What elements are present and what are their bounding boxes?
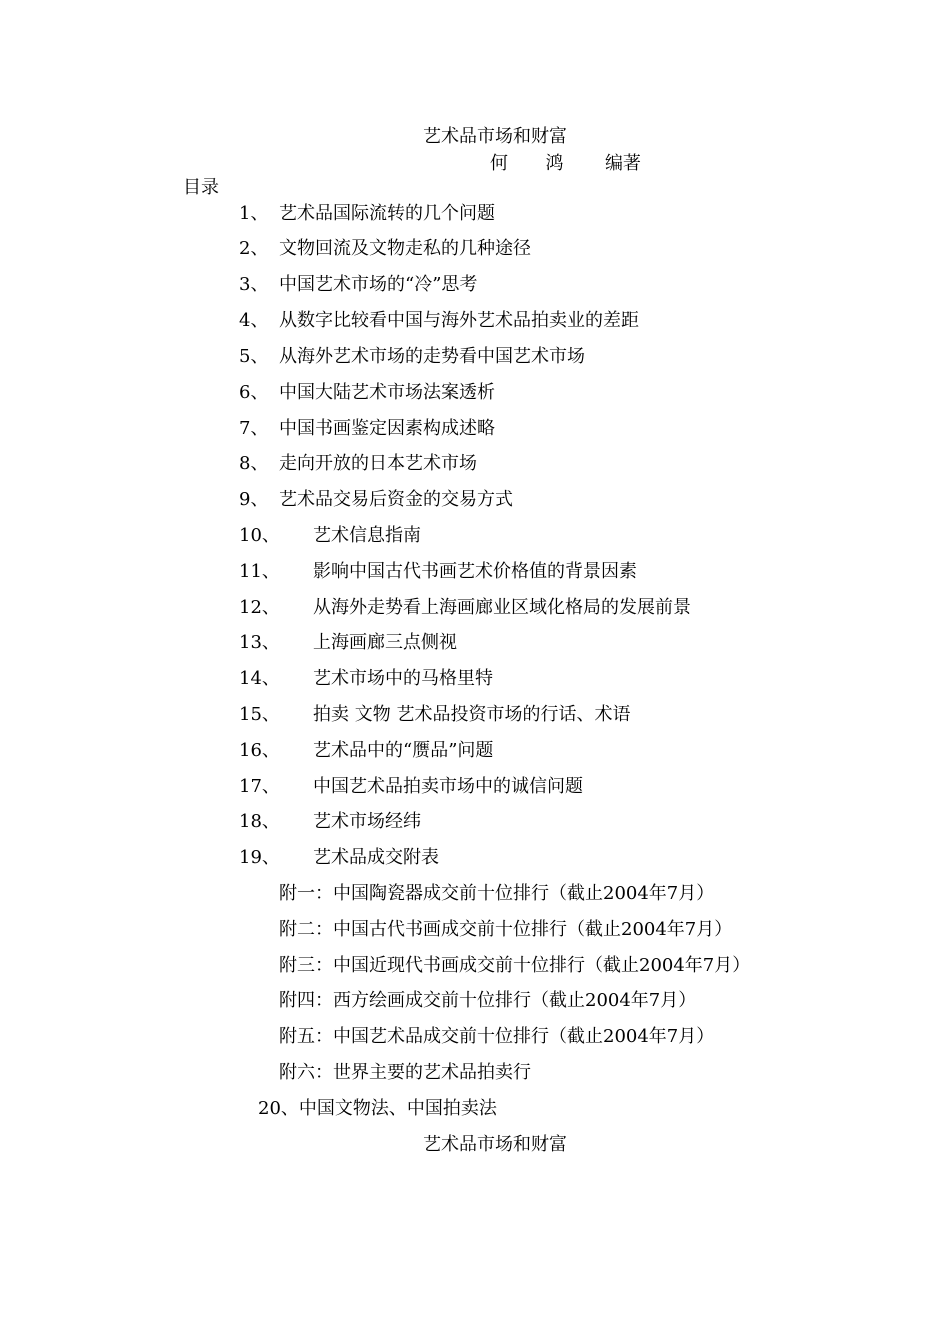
toc-item-number: 12、 xyxy=(239,597,280,618)
author-line xyxy=(490,152,641,176)
appendix-item: 附三：中国近现代书画成交前十位排行（截止2004年7月） xyxy=(279,955,751,976)
footer-title: 艺术品市场和财富 xyxy=(423,1134,567,1155)
toc-item-number: 16、 xyxy=(239,740,280,761)
toc-item-title: 艺术品交易后资金的交易方式 xyxy=(279,489,513,510)
toc-final-item: 20、中国文物法、中国拍卖法 xyxy=(258,1098,497,1119)
toc-item-number: 13、 xyxy=(239,632,280,653)
document-title: 艺术品市场和财富 xyxy=(423,126,567,147)
toc-item-number: 4、 xyxy=(239,310,269,331)
toc-item-number: 10、 xyxy=(239,525,280,546)
toc-item-number: 5、 xyxy=(239,346,269,367)
toc-item-title: 艺术品中的“赝品”问题 xyxy=(313,740,494,761)
toc-item-title: 艺术品国际流转的几个问题 xyxy=(279,203,495,224)
toc-item-number: 6、 xyxy=(239,382,269,403)
toc-item-number: 11、 xyxy=(239,561,280,582)
toc-item-title: 拍卖 文物 艺术品投资市场的行话、术语 xyxy=(313,704,631,725)
toc-item-number: 1、 xyxy=(239,203,269,224)
toc-item-title: 走向开放的日本艺术市场 xyxy=(279,453,477,474)
toc-item-title: 中国艺术品拍卖市场中的诚信问题 xyxy=(313,776,583,797)
appendix-item: 附六：世界主要的艺术品拍卖行 xyxy=(279,1062,531,1083)
toc-item-number: 7、 xyxy=(239,418,269,439)
toc-item-title: 影响中国古代书画艺术价格值的背景因素 xyxy=(313,561,637,582)
toc-item-title: 艺术市场中的马格里特 xyxy=(313,668,493,689)
toc-item-number: 18、 xyxy=(239,811,280,832)
toc-item-number: 17、 xyxy=(239,776,280,797)
toc-item-title: 从数字比较看中国与海外艺术品拍卖业的差距 xyxy=(279,310,639,331)
appendix-item: 附二：中国古代书画成交前十位排行（截止2004年7月） xyxy=(279,919,733,940)
toc-item-number: 3、 xyxy=(239,274,269,295)
toc-item-title: 中国大陆艺术市场法案透析 xyxy=(279,382,495,403)
toc-item-title: 艺术信息指南 xyxy=(313,525,421,546)
toc-item-title: 艺术品成交附表 xyxy=(313,847,439,868)
toc-item-number: 8、 xyxy=(239,453,269,474)
toc-item-title: 从海外走势看上海画廊业区域化格局的发展前景 xyxy=(313,597,691,618)
author-name-part1: 何 xyxy=(490,153,508,174)
toc-item-number: 15、 xyxy=(239,704,280,725)
appendix-item: 附五：中国艺术品成交前十位排行（截止2004年7月） xyxy=(279,1026,715,1047)
toc-item-number: 19、 xyxy=(239,847,280,868)
author-role: 编著 xyxy=(604,153,641,174)
appendix-item: 附一：中国陶瓷器成交前十位排行（截止2004年7月） xyxy=(279,883,715,904)
appendix-item: 附四：西方绘画成交前十位排行（截止2004年7月） xyxy=(279,990,697,1011)
toc-item-title: 上海画廊三点侧视 xyxy=(313,632,457,653)
toc-item-title: 中国艺术市场的“冷”思考 xyxy=(279,274,478,295)
toc-item-number: 14、 xyxy=(239,668,280,689)
toc-item-number: 9、 xyxy=(239,489,269,510)
toc-item-number: 2、 xyxy=(239,238,269,259)
toc-item-title: 文物回流及文物走私的几种途径 xyxy=(279,238,531,259)
toc-item-title: 从海外艺术市场的走势看中国艺术市场 xyxy=(279,346,585,367)
toc-item-title: 中国书画鉴定因素构成述略 xyxy=(279,418,495,439)
author-name-part2: 鸿 xyxy=(545,153,564,174)
toc-heading: 目录 xyxy=(183,177,219,198)
toc-item-title: 艺术市场经纬 xyxy=(313,811,421,832)
